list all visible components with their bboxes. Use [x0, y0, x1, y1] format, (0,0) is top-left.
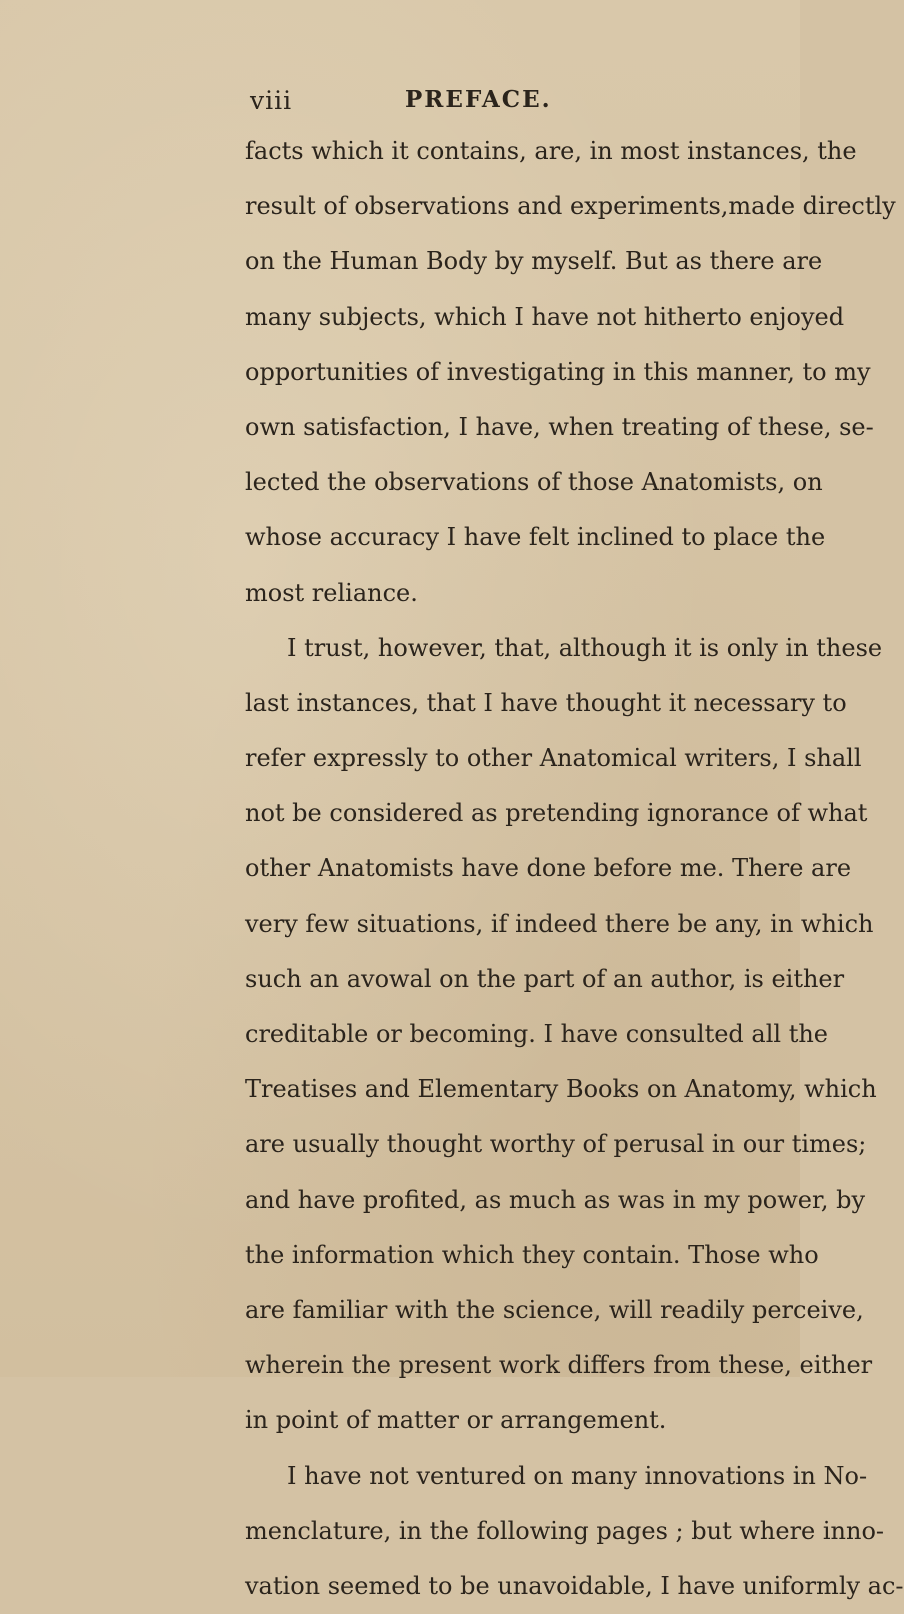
text-line: result of observations and experiments,made directly [245, 192, 896, 221]
text-line: vation seemed to be unavoidable, I have uniformly ac- [245, 1571, 904, 1600]
text-line: not be considered as pretending ignorance of what [245, 799, 868, 828]
text-line: other Anatomists have done before me. There are [245, 854, 852, 883]
text-line: lected the observations of those Anatomists, on [245, 468, 823, 497]
text-line: I trust, however, that, although it is only in these [287, 633, 883, 662]
text-line: wherein the present work differs from these, either [245, 1351, 873, 1380]
text-line: in point of matter or arrangement. [245, 1406, 667, 1435]
text-line: on the Human Body by myself. But as there are [245, 247, 823, 276]
text-line: are familiar with the science, will readily perceive, [245, 1295, 864, 1324]
text-line: very few situations, if indeed there be any, in which [245, 909, 874, 938]
text-line: last instances, that I have thought it necessary to [245, 688, 847, 717]
text-line: such an avowal on the part of an author, is either [245, 964, 845, 993]
text-line: are usually thought worthy of perusal in our times; [245, 1130, 867, 1159]
text-line: most reliance. [245, 578, 418, 607]
text-line: the information which they contain. Those who [245, 1240, 819, 1269]
running-head [250, 86, 750, 126]
text-line: Treatises and Elementary Books on Anatomy, which [245, 1075, 877, 1104]
page-number: viii [250, 86, 293, 115]
text-line: many subjects, which I have not hitherto enjoyed [245, 302, 845, 331]
text-line: menclature, in the following pages ; but where inno- [245, 1516, 885, 1545]
text-line: facts which it contains, are, in most instances, the [245, 137, 857, 165]
text-line: creditable or becoming. I have consulted all the [245, 1020, 828, 1048]
text-line: own satisfaction, I have, when treating of these, se- [245, 412, 874, 441]
text-line: and have profited, as much as was in my power, by [245, 1185, 866, 1214]
running-title: PREFACE. [405, 86, 552, 113]
text-line: whose accuracy I have felt inclined to place the [245, 523, 826, 552]
text-line: opportunities of investigating in this manner, to my [245, 357, 871, 386]
text-line: refer expressly to other Anatomical writers, I shall [245, 744, 862, 773]
body-text [245, 124, 904, 1614]
text-line: I have not ventured on many innovations in No- [287, 1461, 868, 1490]
